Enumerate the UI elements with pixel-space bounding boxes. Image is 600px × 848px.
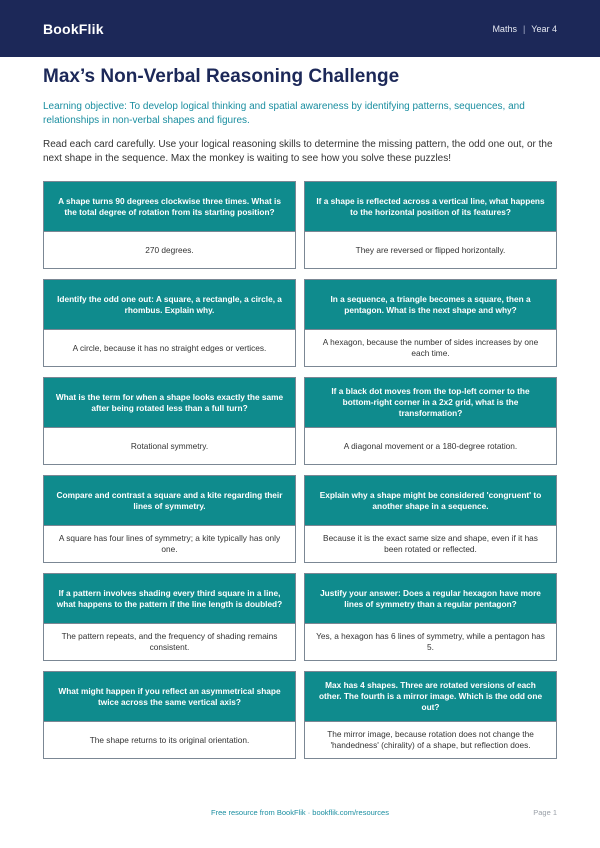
card-question: If a pattern involves shading every third square in a line, what happens to the pattern if the line length is doubled? [44, 574, 295, 623]
question-card [304, 181, 557, 269]
question-card [304, 279, 557, 367]
card-answer: Rotational symmetry. [44, 427, 295, 464]
card-answer: The shape returns to its original orientation. [44, 721, 295, 758]
card-question: Justify your answer: Does a regular hexagon have more lines of symmetry than a regular pentagon? [305, 574, 556, 623]
card-answer: A hexagon, because the number of sides increases by one each time. [305, 329, 556, 366]
card-answer: A square has four lines of symmetry; a kite typically has only one. [44, 525, 295, 562]
question-card [304, 377, 557, 465]
question-card [43, 671, 296, 759]
card-question: If a black dot moves from the top-left corner to the bottom-right corner in a 2x2 grid, what is the transformation? [305, 378, 556, 427]
meta-separator: | [522, 23, 526, 34]
card-answer: A circle, because it has no straight edges or vertices. [44, 329, 295, 366]
question-card [43, 475, 296, 563]
card-question: Explain why a shape might be considered 'congruent' to another shape in a sequence. [305, 476, 556, 525]
card-answer: 270 degrees. [44, 231, 295, 268]
brand-logo-text[interactable]: BookFlik [43, 20, 104, 37]
card-question: A shape turns 90 degrees clockwise three times. What is the total degree of rotation from its starting position? [44, 182, 295, 231]
page-number: Page 1 [533, 808, 557, 817]
card-question: Compare and contrast a square and a kite regarding their lines of symmetry. [44, 476, 295, 525]
card-answer: They are reversed or flipped horizontally. [305, 231, 556, 268]
year-label: Year 4 [531, 23, 557, 34]
subject-meta [492, 24, 557, 34]
footer-resource-link[interactable]: Free resource from BookFlik · bookflik.com/resources [211, 808, 389, 817]
top-header-bar [0, 0, 600, 57]
card-question: What might happen if you reflect an asymmetrical shape twice across the same vertical axis? [44, 672, 295, 721]
card-question: Max has 4 shapes. Three are rotated versions of each other. The fourth is a mirror image. Which is the odd one out? [305, 672, 556, 721]
card-answer: A diagonal movement or a 180-degree rotation. [305, 427, 556, 464]
card-question: In a sequence, a triangle becomes a square, then a pentagon. What is the next shape and why? [305, 280, 556, 329]
question-card [304, 671, 557, 759]
question-card [43, 181, 296, 269]
card-answer: Because it is the exact same size and shape, even if it has been rotated or reflected. [305, 525, 556, 562]
page-title: Max’s Non-Verbal Reasoning Challenge [43, 66, 400, 87]
question-card [43, 573, 296, 661]
card-question: Identify the odd one out: A square, a rectangle, a circle, a rhombus. Explain why. [44, 280, 295, 329]
question-card [304, 475, 557, 563]
card-answer: Yes, a hexagon has 6 lines of symmetry, while a pentagon has 5. [305, 623, 556, 660]
question-card [43, 377, 296, 465]
intro-text: Read each card carefully. Use your logical reasoning skills to determine the missing pattern, the odd one out, or the next shape in the sequence. Max the monkey is waiting to see how you solve these puzzles! [43, 139, 553, 164]
subject-label: Maths [492, 23, 517, 34]
learning-objective: Learning objective: To develop logical thinking and spatial awareness by identifying patterns, sequences, and relationships in non-verbal shapes and figures. [43, 101, 525, 126]
card-answer: The mirror image, because rotation does not change the 'handedness' (chirality) of a shape, but reflection does. [305, 721, 556, 758]
question-card-grid [43, 181, 557, 759]
card-answer: The pattern repeats, and the frequency of shading remains consistent. [44, 623, 295, 660]
card-question: If a shape is reflected across a vertical line, what happens to the horizontal position of its features? [305, 182, 556, 231]
question-card [304, 573, 557, 661]
card-question: What is the term for when a shape looks exactly the same after being rotated less than a full turn? [44, 378, 295, 427]
question-card [43, 279, 296, 367]
